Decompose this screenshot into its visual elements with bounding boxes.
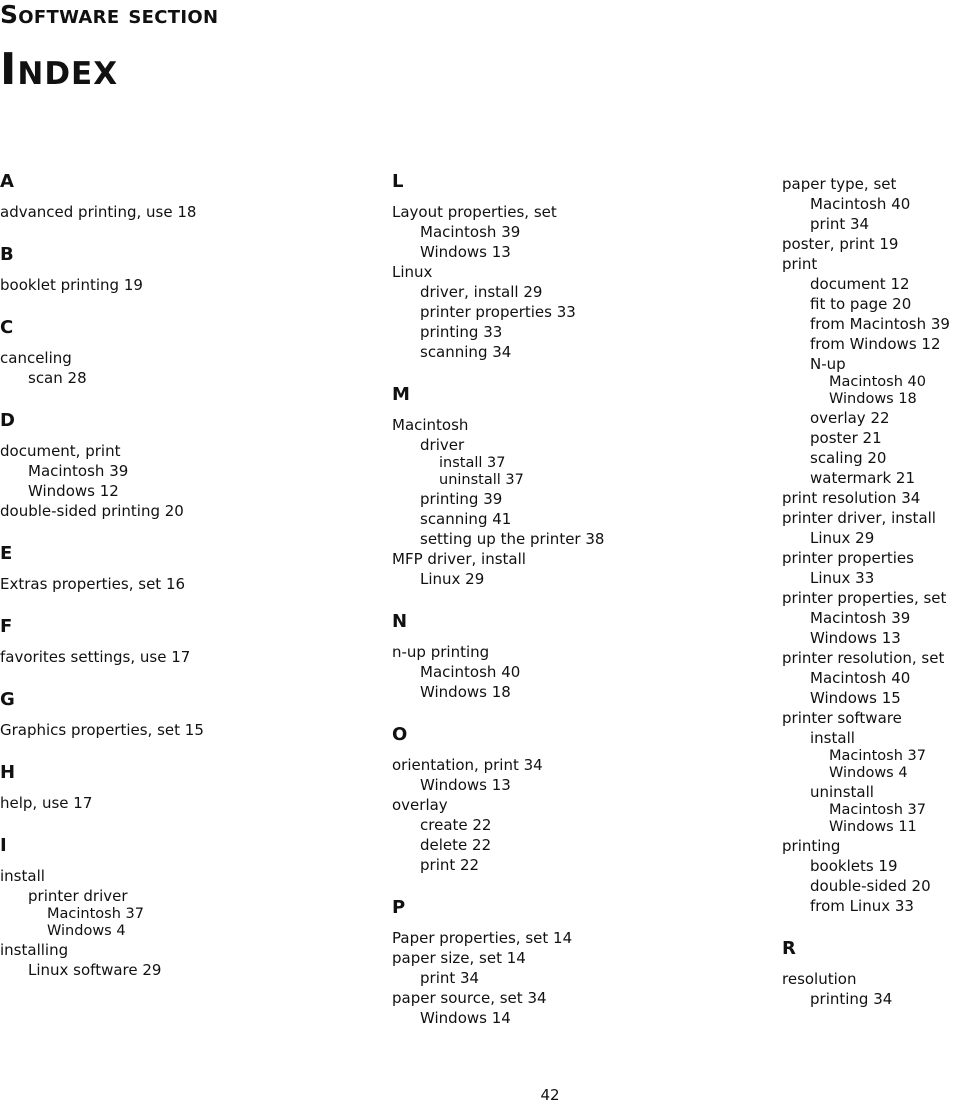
index-entry: Windows 13 [420, 243, 511, 261]
index-entry: help, use 17 [0, 794, 93, 812]
index-entry: Windows 14 [420, 1009, 511, 1027]
index-entry: resolution [782, 970, 857, 988]
index-column-2 [392, 172, 772, 1051]
index-entry: Windows 11 [829, 819, 917, 835]
index-entry: print 34 [810, 215, 870, 233]
index-letter-heading: B [0, 244, 14, 265]
index-entry: from Linux 33 [810, 897, 914, 915]
index-entry: Linux 29 [420, 570, 485, 588]
index-entry: Macintosh 40 [829, 374, 926, 390]
index-entry: Macintosh 37 [829, 748, 926, 764]
index-entry: Macintosh 37 [47, 906, 144, 922]
index-entry: Windows 12 [28, 482, 119, 500]
index-entry: print 34 [420, 969, 480, 987]
index-entry: double-sided printing 20 [0, 502, 184, 520]
index-group [0, 836, 380, 980]
index-entry: fit to page 20 [810, 295, 912, 313]
index-entry: Macintosh [392, 416, 469, 434]
index-group [0, 690, 380, 740]
index-entry: Extras properties, set 16 [0, 575, 186, 593]
index-letter-heading: G [0, 689, 15, 710]
index-letter-heading: P [392, 897, 406, 918]
index-letter-heading: E [0, 543, 13, 564]
index-group [392, 172, 772, 362]
index-entry: Linux 29 [810, 529, 875, 547]
index-entry: installing [0, 941, 69, 959]
index-entry: Macintosh 39 [28, 462, 129, 480]
index-entry: Macintosh 40 [810, 669, 911, 687]
index-entry: Windows 18 [829, 391, 917, 407]
index-entry: poster 21 [810, 429, 882, 447]
index-entry: scaling 20 [810, 449, 887, 467]
index-letter-heading: C [0, 317, 14, 338]
index-entry: from Macintosh 39 [810, 315, 950, 333]
section-title-text: Software section [0, 0, 219, 29]
index-entry: advanced printing, use 18 [0, 203, 197, 221]
index-entry: print resolution 34 [782, 489, 921, 507]
index-entry: favorites settings, use 17 [0, 648, 191, 666]
page-title-text: Index [0, 44, 119, 95]
index-entry: printer resolution, set [782, 649, 945, 667]
index-entry: install [810, 729, 855, 747]
index-group [392, 898, 772, 1028]
index-entry: Macintosh 39 [810, 609, 911, 627]
page-number: 42 [540, 1086, 560, 1104]
index-entry: MFP driver, install [392, 550, 526, 568]
index-letter-heading: R [782, 938, 796, 959]
index-entry: Macintosh 37 [829, 802, 926, 818]
index-letter-heading: A [0, 171, 14, 192]
index-entry: create 22 [420, 816, 492, 834]
index-letter-heading: L [392, 171, 404, 192]
index-entry: print 22 [420, 856, 480, 874]
index-entry: Linux 33 [810, 569, 875, 587]
index-entry: Layout properties, set [392, 203, 557, 221]
index-letter-heading: N [392, 611, 408, 632]
index-entry: Windows 13 [420, 776, 511, 794]
index-letter-heading: M [392, 384, 410, 405]
index-entry: canceling [0, 349, 72, 367]
index-entry: uninstall 37 [439, 472, 524, 488]
index-group [0, 411, 380, 521]
index-entry: booklets 19 [810, 857, 898, 875]
index-entry: setting up the printer 38 [420, 530, 605, 548]
index-entry: paper size, set 14 [392, 949, 526, 967]
index-group [0, 245, 380, 295]
index-entry: paper source, set 34 [392, 989, 547, 1007]
index-letter-heading: O [392, 724, 408, 745]
index-entry: driver [420, 436, 465, 454]
index-entry: printing 34 [810, 990, 893, 1008]
index-entry: install [0, 867, 45, 885]
index-group [782, 174, 959, 916]
index-entry: Macintosh 40 [420, 663, 521, 681]
index-entry: Windows 13 [810, 629, 901, 647]
index-group [0, 617, 380, 667]
index-entry: overlay 22 [810, 409, 890, 427]
index-entry: uninstall [810, 783, 874, 801]
index-entry: printer properties, set [782, 589, 947, 607]
index-entry: scan 28 [28, 369, 87, 387]
index-entry: printer software [782, 709, 902, 727]
index-group [0, 544, 380, 594]
index-group [0, 763, 380, 813]
index-group [0, 172, 380, 222]
index-entry: booklet printing 19 [0, 276, 143, 294]
index-letter-heading: H [0, 762, 16, 783]
index-entry: Macintosh 40 [810, 195, 911, 213]
index-entry: scanning 34 [420, 343, 512, 361]
index-entry: n-up printing [392, 643, 490, 661]
index-letter-heading: F [0, 616, 13, 637]
index-group [392, 725, 772, 875]
index-entry: Windows 18 [420, 683, 511, 701]
index-entry: poster, print 19 [782, 235, 899, 253]
index-entry: printer driver, install [782, 509, 936, 527]
index-entry: from Windows 12 [810, 335, 941, 353]
index-entry: N-up [810, 355, 846, 373]
index-entry: printing 39 [420, 490, 503, 508]
index-entry: document, print [0, 442, 121, 460]
index-group [0, 318, 380, 388]
index-entry: Windows 4 [829, 765, 908, 781]
index-letter-heading: I [0, 835, 7, 856]
index-entry: watermark 21 [810, 469, 915, 487]
index-entry: printing 33 [420, 323, 503, 341]
index-entry: paper type, set [782, 175, 897, 193]
index-entry: Paper properties, set 14 [392, 929, 573, 947]
section-title [0, 0, 218, 30]
index-column-3 [782, 174, 959, 1032]
index-column-1 [0, 172, 380, 1003]
index-entry: Graphics properties, set 15 [0, 721, 204, 739]
index-entry: printer properties 33 [420, 303, 576, 321]
index-entry: Macintosh 39 [420, 223, 521, 241]
index-group [392, 385, 772, 589]
index-entry: orientation, print 34 [392, 756, 543, 774]
index-group [392, 612, 772, 702]
index-group [782, 939, 959, 1009]
index-entry: double-sided 20 [810, 877, 931, 895]
index-entry: printer properties [782, 549, 914, 567]
page-title [0, 44, 118, 96]
index-entry: print [782, 255, 818, 273]
index-entry: printing [782, 837, 841, 855]
index-entry: Windows 15 [810, 689, 901, 707]
index-entry: delete 22 [420, 836, 492, 854]
index-entry: Linux software 29 [28, 961, 162, 979]
index-entry: driver, install 29 [420, 283, 543, 301]
index-letter-heading: D [0, 410, 15, 431]
index-entry: Linux [392, 263, 433, 281]
index-entry: overlay [392, 796, 448, 814]
index-entry: install 37 [439, 455, 506, 471]
index-entry: printer driver [28, 887, 128, 905]
index-entry: Windows 4 [47, 923, 126, 939]
index-entry: scanning 41 [420, 510, 512, 528]
index-entry: document 12 [810, 275, 910, 293]
